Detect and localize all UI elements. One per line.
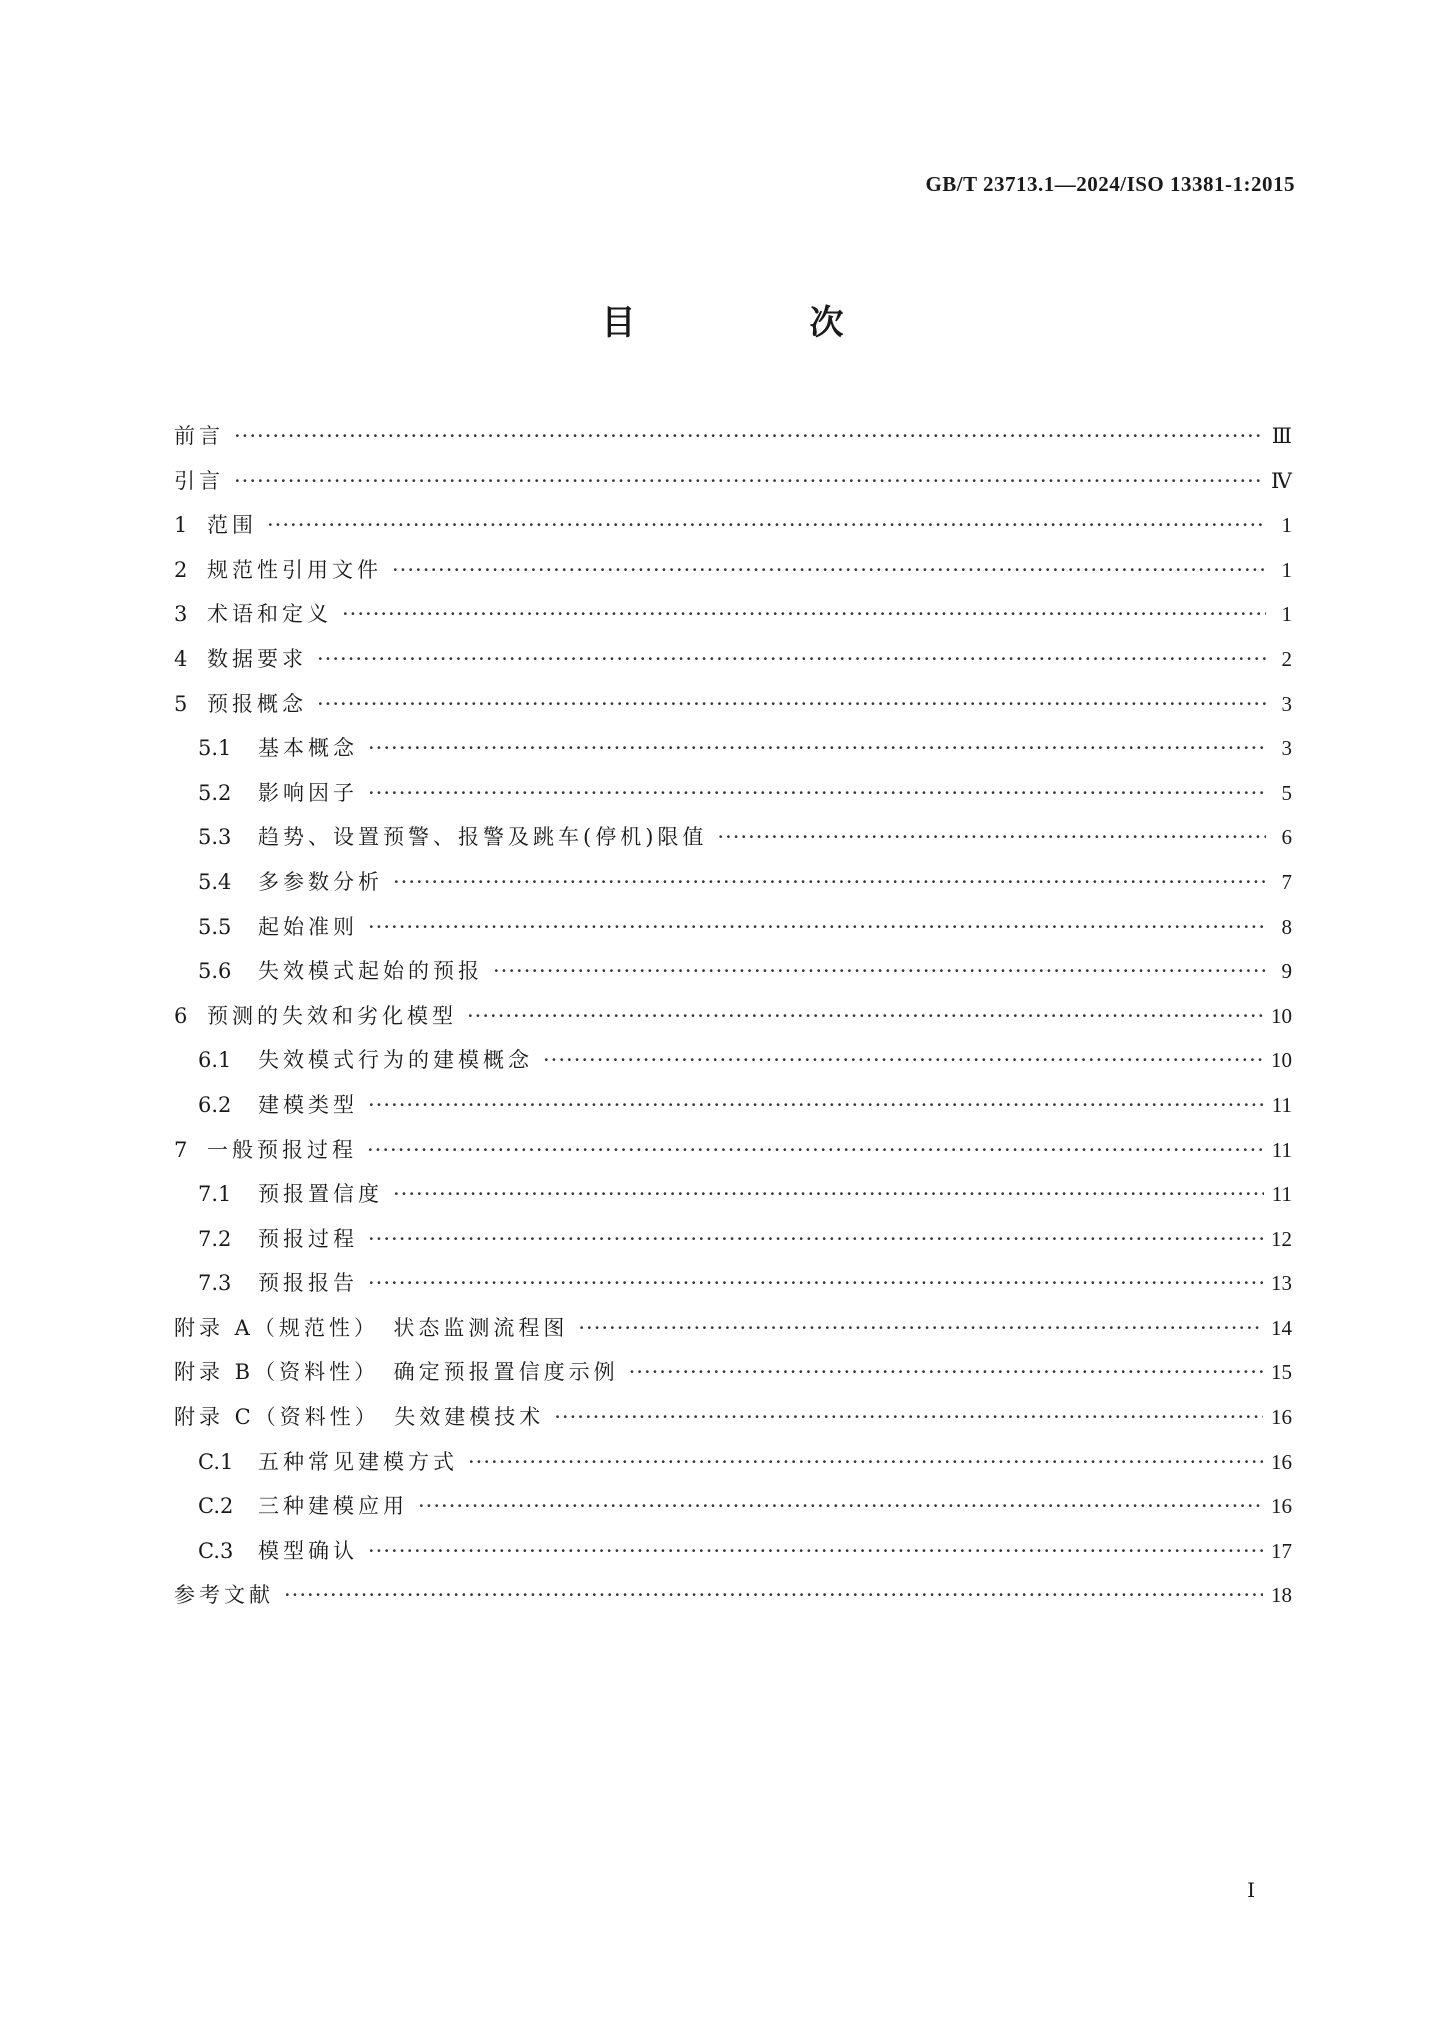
- toc-entry-number: 5.3: [198, 825, 232, 850]
- dot-leader: [717, 815, 1266, 860]
- toc-entry-title: 预测的失效和劣化模型: [207, 1003, 457, 1028]
- toc-entry-title: 预报过程: [258, 1226, 358, 1251]
- toc-entry[interactable]: [174, 1484, 1292, 1529]
- dot-leader: [368, 1529, 1263, 1574]
- dot-leader: [368, 905, 1266, 950]
- dot-leader: [468, 1440, 1263, 1485]
- toc-entry-title: 一般预报过程: [207, 1137, 357, 1162]
- dot-leader: [418, 1484, 1263, 1529]
- toc-entry-title: 范围: [207, 513, 257, 538]
- toc-entry-page: 11: [1271, 1137, 1292, 1162]
- dot-leader: [368, 1261, 1263, 1306]
- toc-entry-number: 7.3: [198, 1271, 232, 1296]
- toc-entry-number: 4: [174, 646, 188, 671]
- standard-number: GB/T 23713.1—2024/ISO 13381-1:2015: [925, 172, 1295, 196]
- toc-entry-title: 数据要求: [207, 646, 307, 671]
- toc-entry-title: 附录 B（资料性） 确定预报置信度示例: [174, 1360, 619, 1385]
- toc-entry[interactable]: [174, 726, 1292, 771]
- toc-entry-title: 前言: [174, 424, 224, 448]
- toc-entry-page: 6: [1281, 825, 1292, 850]
- toc-entry-number: 5.1: [198, 736, 232, 761]
- toc-entry-title: 引言: [174, 468, 224, 493]
- toc-entry-number: 7: [174, 1137, 188, 1162]
- toc-entry-title: 起始准则: [258, 914, 358, 939]
- dot-leader: [234, 414, 1264, 459]
- toc-entry-page: 1: [1281, 557, 1292, 582]
- dot-leader: [342, 592, 1266, 637]
- toc-entry-page: 2: [1281, 646, 1292, 671]
- toc-entry[interactable]: [174, 682, 1292, 727]
- toc-entry-page: 16: [1271, 1405, 1292, 1430]
- toc-entry-page: 15: [1271, 1360, 1292, 1385]
- dot-leader: [393, 860, 1266, 905]
- toc-entry[interactable]: [174, 1529, 1292, 1574]
- toc-entry-title: 影响因子: [258, 780, 358, 805]
- toc-entry-page: 5: [1281, 780, 1292, 805]
- dot-leader: [317, 682, 1266, 727]
- toc-entry-title: 多参数分析: [258, 869, 383, 894]
- toc-entry-page: 3: [1281, 736, 1292, 761]
- toc-entry-title: 参考文献: [174, 1583, 274, 1608]
- dot-leader: [578, 1306, 1263, 1351]
- dot-leader: [367, 1128, 1264, 1173]
- toc-entry-title: 附录 A（规范性） 状态监测流程图: [174, 1315, 569, 1340]
- toc-entry[interactable]: [174, 637, 1292, 682]
- toc-entry[interactable]: [174, 860, 1292, 905]
- toc-entry-title: 预报概念: [207, 691, 307, 716]
- toc-entry[interactable]: [174, 1172, 1292, 1217]
- page-number: Ⅰ: [1247, 1880, 1255, 1902]
- dot-leader: [234, 459, 1263, 504]
- toc-entry-page: 16: [1271, 1449, 1292, 1474]
- toc-entry-title: 预报报告: [258, 1271, 358, 1296]
- toc-entry[interactable]: [174, 503, 1292, 548]
- toc-entry[interactable]: [174, 815, 1292, 860]
- toc-entry-page: 17: [1271, 1538, 1292, 1563]
- toc-entry-page: 9: [1281, 959, 1292, 984]
- toc-entry-number: 6.2: [198, 1092, 232, 1117]
- toc-entry[interactable]: [174, 459, 1292, 504]
- dot-leader: [267, 503, 1266, 548]
- dot-leader: [368, 1217, 1263, 1262]
- toc-entry-number: 5.6: [198, 959, 232, 984]
- toc-entry-page: 8: [1281, 914, 1292, 939]
- toc-entry-title: 规范性引用文件: [207, 557, 382, 582]
- dot-leader: [467, 994, 1263, 1039]
- toc-entry[interactable]: [174, 1573, 1292, 1618]
- toc-entry-page: 13: [1271, 1271, 1292, 1296]
- toc-entry[interactable]: [174, 1395, 1292, 1440]
- toc-entry[interactable]: [174, 771, 1292, 816]
- toc-entry-number: 5.2: [198, 780, 232, 805]
- toc-entry-title: 模型确认: [258, 1538, 358, 1563]
- toc-entry-title: 附录 C（资料性） 失效建模技术: [174, 1405, 545, 1430]
- toc-entry-title: 趋势、设置预警、报警及跳车(停机)限值: [258, 825, 708, 850]
- toc-entry-title: 三种建模应用: [258, 1494, 408, 1519]
- toc-entry-number: C.2: [198, 1494, 234, 1519]
- toc-entry-number: C.1: [198, 1449, 234, 1474]
- toc-entry[interactable]: [174, 905, 1292, 950]
- toc-entry[interactable]: [174, 1083, 1292, 1128]
- toc-entry-page: 10: [1271, 1048, 1292, 1073]
- toc-entry-page: Ⅲ: [1271, 424, 1292, 448]
- toc-entry-number: 2: [174, 557, 188, 582]
- toc-entry-title: 预报置信度: [258, 1182, 383, 1207]
- toc-entry-page: 7: [1281, 869, 1292, 894]
- dot-leader: [368, 726, 1266, 771]
- toc-entry[interactable]: [174, 1128, 1292, 1173]
- dot-leader: [493, 949, 1266, 994]
- toc-entry[interactable]: [174, 1306, 1292, 1351]
- toc-entry-page: 11: [1271, 1092, 1292, 1117]
- toc-entry-number: C.3: [198, 1538, 234, 1563]
- dot-leader: [392, 548, 1266, 593]
- toc-entry[interactable]: [174, 414, 1292, 459]
- toc-entry[interactable]: [174, 949, 1292, 994]
- toc-entry-title: 建模类型: [258, 1092, 358, 1117]
- toc-entry[interactable]: [174, 548, 1292, 593]
- dot-leader: [368, 1083, 1264, 1128]
- toc-entry[interactable]: [174, 1440, 1292, 1485]
- toc-entry-page: 16: [1271, 1494, 1292, 1519]
- dot-leader: [368, 771, 1266, 816]
- toc-entry-page: 11: [1271, 1182, 1292, 1207]
- toc-entry-page: 12: [1271, 1226, 1292, 1251]
- toc-entry-number: 5: [174, 691, 188, 716]
- toc-entry-number: 3: [174, 602, 188, 627]
- toc-entry-number: 5.4: [198, 869, 232, 894]
- toc-entry-number: 5.5: [198, 914, 232, 939]
- toc-entry-number: 6.1: [198, 1048, 232, 1073]
- toc-entry-page: 14: [1271, 1315, 1292, 1340]
- toc-entry-page: 10: [1271, 1003, 1292, 1028]
- toc-entry[interactable]: [174, 1217, 1292, 1262]
- dot-leader: [317, 637, 1266, 682]
- toc-entry-page: 18: [1271, 1583, 1292, 1608]
- toc-entry-page: 1: [1281, 513, 1292, 538]
- page-title: 目 次: [601, 303, 914, 343]
- toc-entry-title: 基本概念: [258, 736, 358, 761]
- table-of-contents: [174, 414, 1292, 1618]
- toc-entry-number: 7.2: [198, 1226, 232, 1251]
- toc-entry-number: 7.1: [198, 1182, 232, 1207]
- toc-entry-page: 3: [1281, 691, 1292, 716]
- toc-entry-number: 6: [174, 1003, 188, 1028]
- toc-entry-title: 失效模式行为的建模概念: [258, 1048, 533, 1073]
- dot-leader: [554, 1395, 1263, 1440]
- toc-entry[interactable]: [174, 1261, 1292, 1306]
- dot-leader: [543, 1038, 1263, 1083]
- toc-entry-title: 失效模式起始的预报: [258, 959, 483, 984]
- toc-entry-page: Ⅳ: [1271, 468, 1292, 493]
- dot-leader: [629, 1350, 1263, 1395]
- toc-entry-page: 1: [1281, 602, 1292, 627]
- toc-entry-number: 1: [174, 513, 188, 538]
- toc-entry-title: 术语和定义: [207, 602, 332, 627]
- toc-entry-title: 五种常见建模方式: [258, 1449, 458, 1474]
- dot-leader: [393, 1172, 1264, 1217]
- toc-entry[interactable]: [174, 1038, 1292, 1083]
- dot-leader: [284, 1573, 1263, 1618]
- toc-entry[interactable]: [174, 592, 1292, 637]
- toc-entry[interactable]: [174, 1350, 1292, 1395]
- toc-entry[interactable]: [174, 994, 1292, 1039]
